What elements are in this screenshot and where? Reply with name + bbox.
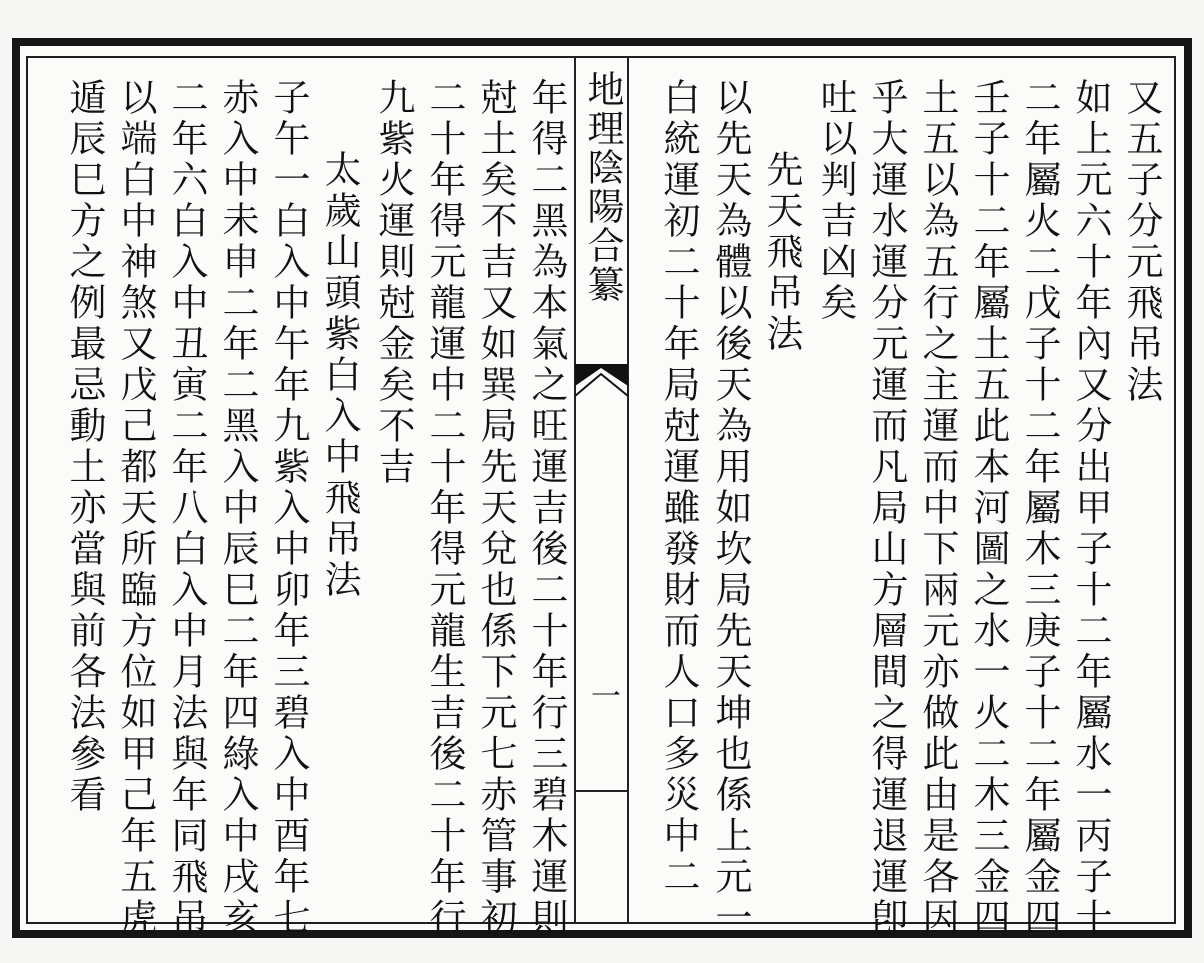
text-column: 吐以判吉凶矣	[814, 78, 857, 324]
text-column: 乎大運水運分元運而凡局山方層間之得運退運卽	[865, 78, 908, 939]
text-column: 年得二黑為本氣之旺運吉後二十年行三碧木運則	[525, 78, 568, 939]
text-column: 尅土矣不吉又如巽局先天兌也係下元七赤管事初	[474, 78, 517, 939]
text-column: 白統運初二十年局尅運雖發財而人口多災中二	[657, 78, 700, 898]
spine-rule-left	[574, 58, 576, 922]
book-title: 地理陰陽合纂	[581, 70, 624, 304]
page-number: 一	[585, 680, 620, 710]
text-column: 如上元六十年內又分出甲子十二年屬水一丙子十	[1069, 78, 1112, 939]
text-column: 遁辰巳方之例最忌動土亦當與前各法參看	[63, 78, 106, 816]
text-column: 二年六白入中丑寅二年八白入中月法與年同飛吊	[165, 78, 208, 939]
text-column: 二十年得元龍運中二十年得元龍生吉後二十年行	[423, 78, 466, 939]
text-column: 土五以為五行之主運而中下兩元亦做此由是各因	[916, 78, 959, 939]
text-column: 二年屬火二戊子十二年屬木三庚子十二年屬金四	[1018, 78, 1061, 939]
text-column: 壬子十二年屬土五此本河圖之水一火二木三金四	[967, 78, 1010, 939]
text-column: 又五子分元飛吊法	[1120, 78, 1163, 406]
text-column: 赤入中未申二年二黑入中辰巳二年四綠入中戌亥	[216, 78, 259, 939]
section-heading: 太歲山頭紫白入中飛吊法	[318, 150, 361, 601]
text-column: 以先天為體以後天為用如坎局先天坤也係上元一	[709, 78, 752, 939]
section-heading: 先天飛吊法	[760, 150, 803, 355]
text-column: 以端白中神煞又戊己都天所臨方位如甲己年五虎	[114, 78, 157, 939]
spine-bottom-rule	[576, 790, 627, 792]
text-column: 九紫火運則尅金矣不吉	[372, 78, 415, 488]
fishtail-mark	[575, 356, 628, 406]
text-column: 子午一白入中午年九紫入中卯年三碧入中酉年七	[267, 78, 310, 939]
spine-rule-right	[627, 58, 629, 922]
